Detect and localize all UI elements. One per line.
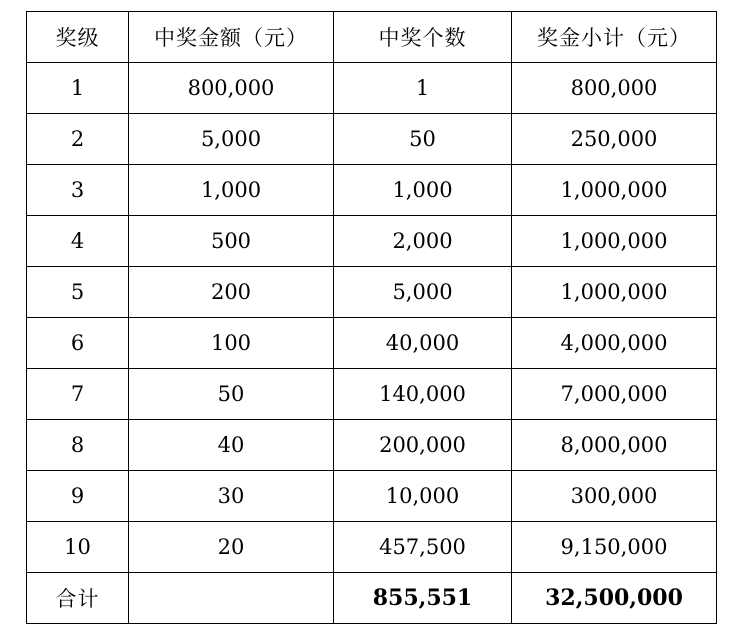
subtotal-cell: 1,000,000 <box>512 165 717 216</box>
total-amount-cell <box>129 573 334 624</box>
winner-count-cell: 200,000 <box>334 420 512 471</box>
table-row <box>27 267 717 318</box>
prize-amount-cell: 40 <box>129 420 334 471</box>
prize-amount-cell: 30 <box>129 471 334 522</box>
table-row <box>27 420 717 471</box>
prize-level-cell: 1 <box>27 63 129 114</box>
prize-table <box>26 11 717 624</box>
prize-amount-cell: 5,000 <box>129 114 334 165</box>
winner-count-cell: 10,000 <box>334 471 512 522</box>
winner-count-cell: 2,000 <box>334 216 512 267</box>
winner-count-cell: 140,000 <box>334 369 512 420</box>
total-subtotal-cell: 32,500,000 <box>512 573 717 624</box>
table-row <box>27 318 717 369</box>
winner-count-cell: 50 <box>334 114 512 165</box>
prize-level-cell: 3 <box>27 165 129 216</box>
winner-count-cell: 1 <box>334 63 512 114</box>
header-prize-amount: 中奖金额（元） <box>129 12 334 63</box>
subtotal-cell: 9,150,000 <box>512 522 717 573</box>
prize-level-cell: 7 <box>27 369 129 420</box>
table-row <box>27 522 717 573</box>
prize-level-cell: 2 <box>27 114 129 165</box>
prize-amount-cell: 500 <box>129 216 334 267</box>
prize-amount-cell: 100 <box>129 318 334 369</box>
prize-level-cell: 9 <box>27 471 129 522</box>
winner-count-cell: 1,000 <box>334 165 512 216</box>
table-row <box>27 63 717 114</box>
prize-level-cell: 4 <box>27 216 129 267</box>
subtotal-cell: 1,000,000 <box>512 267 717 318</box>
prize-amount-cell: 200 <box>129 267 334 318</box>
header-winner-count: 中奖个数 <box>334 12 512 63</box>
total-label: 合计 <box>27 573 129 624</box>
subtotal-cell: 300,000 <box>512 471 717 522</box>
subtotal-cell: 800,000 <box>512 63 717 114</box>
header-prize-level: 奖级 <box>27 12 129 63</box>
total-row <box>27 573 717 624</box>
subtotal-cell: 1,000,000 <box>512 216 717 267</box>
table-row <box>27 216 717 267</box>
prize-level-cell: 10 <box>27 522 129 573</box>
total-count-cell: 855,551 <box>334 573 512 624</box>
winner-count-cell: 457,500 <box>334 522 512 573</box>
subtotal-cell: 8,000,000 <box>512 420 717 471</box>
winner-count-cell: 40,000 <box>334 318 512 369</box>
table-row <box>27 114 717 165</box>
prize-amount-cell: 20 <box>129 522 334 573</box>
subtotal-cell: 250,000 <box>512 114 717 165</box>
prize-level-cell: 6 <box>27 318 129 369</box>
subtotal-cell: 7,000,000 <box>512 369 717 420</box>
table-row <box>27 369 717 420</box>
prize-level-cell: 8 <box>27 420 129 471</box>
winner-count-cell: 5,000 <box>334 267 512 318</box>
prize-level-cell: 5 <box>27 267 129 318</box>
prize-amount-cell: 800,000 <box>129 63 334 114</box>
prize-amount-cell: 1,000 <box>129 165 334 216</box>
header-row <box>27 12 717 63</box>
subtotal-cell: 4,000,000 <box>512 318 717 369</box>
prize-amount-cell: 50 <box>129 369 334 420</box>
table-row <box>27 471 717 522</box>
header-subtotal: 奖金小计（元） <box>512 12 717 63</box>
table-row <box>27 165 717 216</box>
